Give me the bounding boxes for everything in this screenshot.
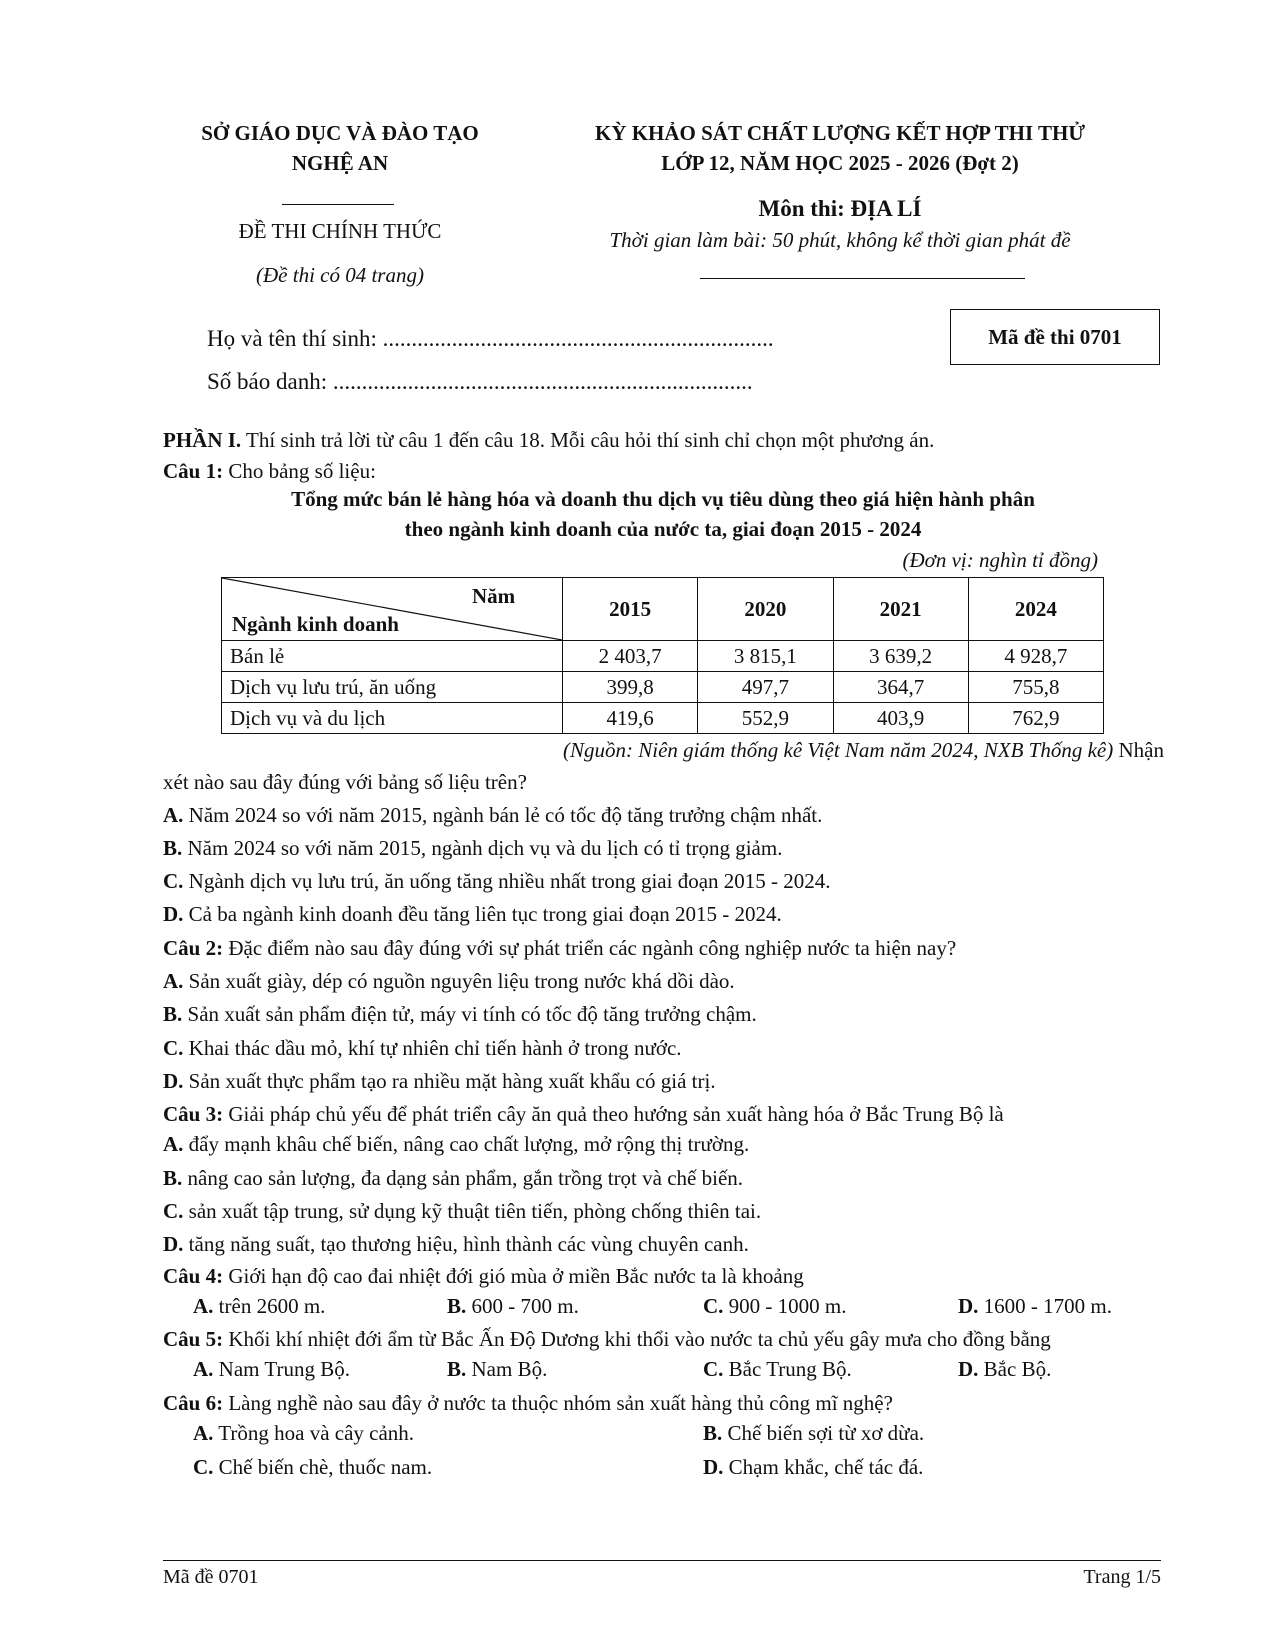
- option-key: B.: [163, 1002, 183, 1026]
- q4-option-b: [447, 1294, 579, 1319]
- option-key: C.: [193, 1455, 214, 1479]
- option-key: C.: [163, 869, 184, 893]
- footer-page-number: Trang 1/5: [1083, 1566, 1161, 1588]
- q1-option-d: [163, 900, 1163, 928]
- q6-option-b: [703, 1421, 924, 1446]
- data-table: [221, 577, 1104, 734]
- option-text: Năm 2024 so với năm 2015, ngành dịch vụ và du lịch có tỉ trọng giảm.: [182, 836, 783, 860]
- q2-option-c: [163, 1034, 1163, 1062]
- table-row: [222, 672, 1104, 703]
- option-text: Ngành dịch vụ lưu trú, ăn uống tăng nhiều nhất trong giai đoạn 2015 - 2024.: [183, 869, 831, 893]
- year-header: 2024: [968, 578, 1103, 641]
- option-key: B.: [447, 1294, 467, 1318]
- option-text: Sản xuất thực phẩm tạo ra nhiều mặt hàng xuất khẩu có giá trị.: [183, 1069, 716, 1093]
- q4-stem: [163, 1262, 1163, 1290]
- option-key: A.: [163, 803, 184, 827]
- q5-option-c: [703, 1357, 852, 1382]
- table-cell: 399,8: [563, 672, 698, 703]
- pages-note: (Đề thi có 04 trang): [256, 263, 424, 287]
- q4-option-d: [958, 1294, 1112, 1319]
- province-name: NGHỆ AN: [291, 151, 389, 175]
- q6-label: Câu 6:: [163, 1391, 224, 1415]
- exam-code-box: Mã đề thi 0701: [950, 309, 1160, 365]
- q2-text: Đặc điểm nào sau đây đúng với sự phát triển các ngành công nghiệp nước ta hiện nay?: [223, 936, 957, 960]
- option-text: Sản xuất giày, dép có nguồn nguyên liệu trong nước khá dồi dào.: [183, 969, 735, 993]
- footer-exam-code: Mã đề 0701: [163, 1566, 259, 1588]
- option-key: D.: [958, 1294, 979, 1318]
- q2-label: Câu 2:: [163, 936, 224, 960]
- year-header: 2020: [698, 578, 833, 641]
- q6-stem: [163, 1389, 1163, 1417]
- q1-stem: [163, 457, 1163, 485]
- option-key: B.: [447, 1357, 467, 1381]
- part1-text: Thí sinh trả lời từ câu 1 đến câu 18. Mỗi câu hỏi thí sinh chỉ chọn một phương án.: [241, 428, 935, 452]
- option-text: Cả ba ngành kinh doanh đều tăng liên tục trong giai đoạn 2015 - 2024.: [183, 902, 782, 926]
- option-text: sản xuất tập trung, sử dụng kỹ thuật tiên tiến, phòng chống thiên tai.: [183, 1199, 762, 1223]
- department-name: SỞ GIÁO DỤC VÀ ĐÀO TẠO: [201, 121, 479, 145]
- q4-text: Giới hạn độ cao đai nhiệt đới gió mùa ở miền Bắc nước ta là khoảng: [223, 1264, 804, 1288]
- table-title-line2: theo ngành kinh doanh của nước ta, giai đoạn 2015 - 2024: [404, 517, 922, 541]
- header-left: [175, 118, 505, 178]
- q1-option-b: [163, 834, 1163, 862]
- q5-option-a: [193, 1357, 350, 1382]
- option-text: Nam Bộ.: [466, 1357, 548, 1381]
- q2-option-d: [163, 1067, 1163, 1095]
- table-cell: 364,7: [833, 672, 968, 703]
- table-title-line1: Tổng mức bán lẻ hàng hóa và doanh thu dịch vụ tiêu dùng theo giá hiện hành phân: [291, 487, 1035, 511]
- option-text: Trồng hoa và cây cảnh.: [213, 1421, 415, 1445]
- table-row: [222, 703, 1104, 734]
- option-key: A.: [193, 1294, 214, 1318]
- table-source: (Nguồn: Niên giám thống kê Việt Nam năm 2024, NXB Thống kê): [563, 738, 1114, 762]
- time-note: Thời gian làm bài: 50 phút, không kể thời gian phát đề: [609, 228, 1071, 252]
- q1-question-start: Nhận: [1113, 738, 1164, 762]
- q3-option-b: [163, 1164, 1163, 1192]
- table-cell: 3 639,2: [833, 641, 968, 672]
- exam-title: KỲ KHẢO SÁT CHẤT LƯỢNG KẾT HỢP THI THỬ: [594, 121, 1086, 145]
- table-cell: 762,9: [968, 703, 1103, 734]
- table-cell: 497,7: [698, 672, 833, 703]
- corner-sector-label: Ngành kinh doanh: [232, 612, 399, 636]
- candidate-id-field: Số báo danh: .........................................................................: [207, 369, 753, 394]
- corner-year-label: Năm: [472, 584, 516, 608]
- year-header: 2015: [563, 578, 698, 641]
- option-key: B.: [163, 1166, 183, 1190]
- option-key: A.: [163, 969, 184, 993]
- q4-label: Câu 4:: [163, 1264, 224, 1288]
- table-cell: 2 403,7: [563, 641, 698, 672]
- q1-label: Câu 1:: [163, 459, 224, 483]
- q3-option-d: [163, 1230, 1163, 1258]
- official-label: ĐỀ THI CHÍNH THỨC: [238, 219, 442, 243]
- part1-title: PHẦN I.: [163, 428, 242, 452]
- header-right-divider: [700, 278, 1025, 279]
- option-key: B.: [703, 1421, 723, 1445]
- q4-option-c: [703, 1294, 847, 1319]
- option-text: nâng cao sản lượng, đa dạng sản phẩm, gắn trồng trọt và chế biến.: [182, 1166, 744, 1190]
- option-text: Chạm khắc, chế tác đá.: [723, 1455, 924, 1479]
- option-text: Sản xuất sản phẩm điện tử, máy vi tính có tốc độ tăng trưởng chậm.: [182, 1002, 757, 1026]
- table-cell: 552,9: [698, 703, 833, 734]
- row-name: Dịch vụ và du lịch: [222, 703, 563, 734]
- option-key: C.: [163, 1199, 184, 1223]
- table-unit: (Đơn vị: nghìn tỉ đồng): [902, 548, 1098, 572]
- table-cell: 403,9: [833, 703, 968, 734]
- table-source-line: [563, 738, 1164, 763]
- option-key: D.: [703, 1455, 724, 1479]
- q3-option-c: [163, 1197, 1163, 1225]
- option-key: D.: [163, 1232, 184, 1256]
- option-key: D.: [958, 1357, 979, 1381]
- option-text: Chế biến chè, thuốc nam.: [213, 1455, 433, 1479]
- q3-option-a: [163, 1130, 1163, 1158]
- exam-subtitle: LỚP 12, NĂM HỌC 2025 - 2026 (Đợt 2): [661, 151, 1019, 175]
- q5-option-b: [447, 1357, 547, 1382]
- q1-option-a: [163, 801, 1163, 829]
- option-text: đẩy mạnh khâu chế biến, nâng cao chất lượng, mở rộng thị trường.: [183, 1132, 750, 1156]
- option-text: 900 - 1000 m.: [723, 1294, 847, 1318]
- q6-option-a: [193, 1421, 414, 1446]
- q4-option-a: [193, 1294, 325, 1319]
- table-cell: 419,6: [563, 703, 698, 734]
- option-key: C.: [163, 1036, 184, 1060]
- option-key: A.: [163, 1132, 184, 1156]
- option-key: A.: [193, 1357, 214, 1381]
- option-key: D.: [163, 1069, 184, 1093]
- option-text: tăng năng suất, tạo thương hiệu, hình thành các vùng chuyên canh.: [183, 1232, 749, 1256]
- table-cell: 755,8: [968, 672, 1103, 703]
- option-text: Chế biến sợi từ xơ dừa.: [722, 1421, 925, 1445]
- q6-option-d: [703, 1455, 923, 1480]
- q2-option-a: [163, 967, 1163, 995]
- option-key: C.: [703, 1357, 724, 1381]
- row-name: Dịch vụ lưu trú, ăn uống: [222, 672, 563, 703]
- row-name: Bán lẻ: [222, 641, 563, 672]
- option-key: C.: [703, 1294, 724, 1318]
- table-corner-cell: [222, 578, 563, 641]
- option-text: Nam Trung Bộ.: [213, 1357, 350, 1381]
- q2-stem: [163, 934, 1163, 962]
- option-text: Bắc Trung Bộ.: [723, 1357, 852, 1381]
- q1-option-c: [163, 867, 1163, 895]
- q5-option-d: [958, 1357, 1051, 1382]
- header-right: [540, 118, 1140, 178]
- part1-instruction: [163, 426, 1163, 454]
- q6-text: Làng nghề nào sau đây ở nước ta thuộc nhóm sản xuất hàng thủ công mĩ nghệ?: [223, 1391, 893, 1415]
- option-key: D.: [163, 902, 184, 926]
- option-text: Khai thác dầu mỏ, khí tự nhiên chỉ tiến hành ở trong nước.: [183, 1036, 682, 1060]
- q6-option-c: [193, 1455, 432, 1480]
- q3-stem: [163, 1100, 1163, 1128]
- option-text: Năm 2024 so với năm 2015, ngành bán lẻ có tốc độ tăng trưởng chậm nhất.: [183, 803, 823, 827]
- header-left-divider: [282, 204, 394, 205]
- option-text: Bắc Bộ.: [978, 1357, 1052, 1381]
- table-cell: 4 928,7: [968, 641, 1103, 672]
- subject-title: Môn thi: ĐỊA LÍ: [758, 196, 922, 221]
- option-text: trên 2600 m.: [213, 1294, 326, 1318]
- option-text: 600 - 700 m.: [466, 1294, 579, 1318]
- q2-option-b: [163, 1000, 1163, 1028]
- q1-question-cont: xét nào sau đây đúng với bảng số liệu trên?: [163, 770, 527, 794]
- option-text: 1600 - 1700 m.: [978, 1294, 1112, 1318]
- q3-text: Giải pháp chủ yếu để phát triển cây ăn quả theo hướng sản xuất hàng hóa ở Bắc Trung Bộ là: [223, 1102, 1004, 1126]
- q1-text: Cho bảng số liệu:: [223, 459, 376, 483]
- option-key: B.: [163, 836, 183, 860]
- option-key: A.: [193, 1421, 214, 1445]
- candidate-name-field: Họ và tên thí sinh: ....................................................................: [207, 326, 774, 351]
- q5-stem: [163, 1325, 1163, 1353]
- year-header: 2021: [833, 578, 968, 641]
- q3-label: Câu 3:: [163, 1102, 224, 1126]
- footer-divider: [163, 1560, 1161, 1561]
- table-cell: 3 815,1: [698, 641, 833, 672]
- table-row: [222, 641, 1104, 672]
- q5-text: Khối khí nhiệt đới ẩm từ Bắc Ấn Độ Dương khi thổi vào nước ta chủ yếu gây mưa cho đồng bằng: [223, 1327, 1051, 1351]
- table-header-row: [222, 578, 1104, 641]
- q5-label: Câu 5:: [163, 1327, 224, 1351]
